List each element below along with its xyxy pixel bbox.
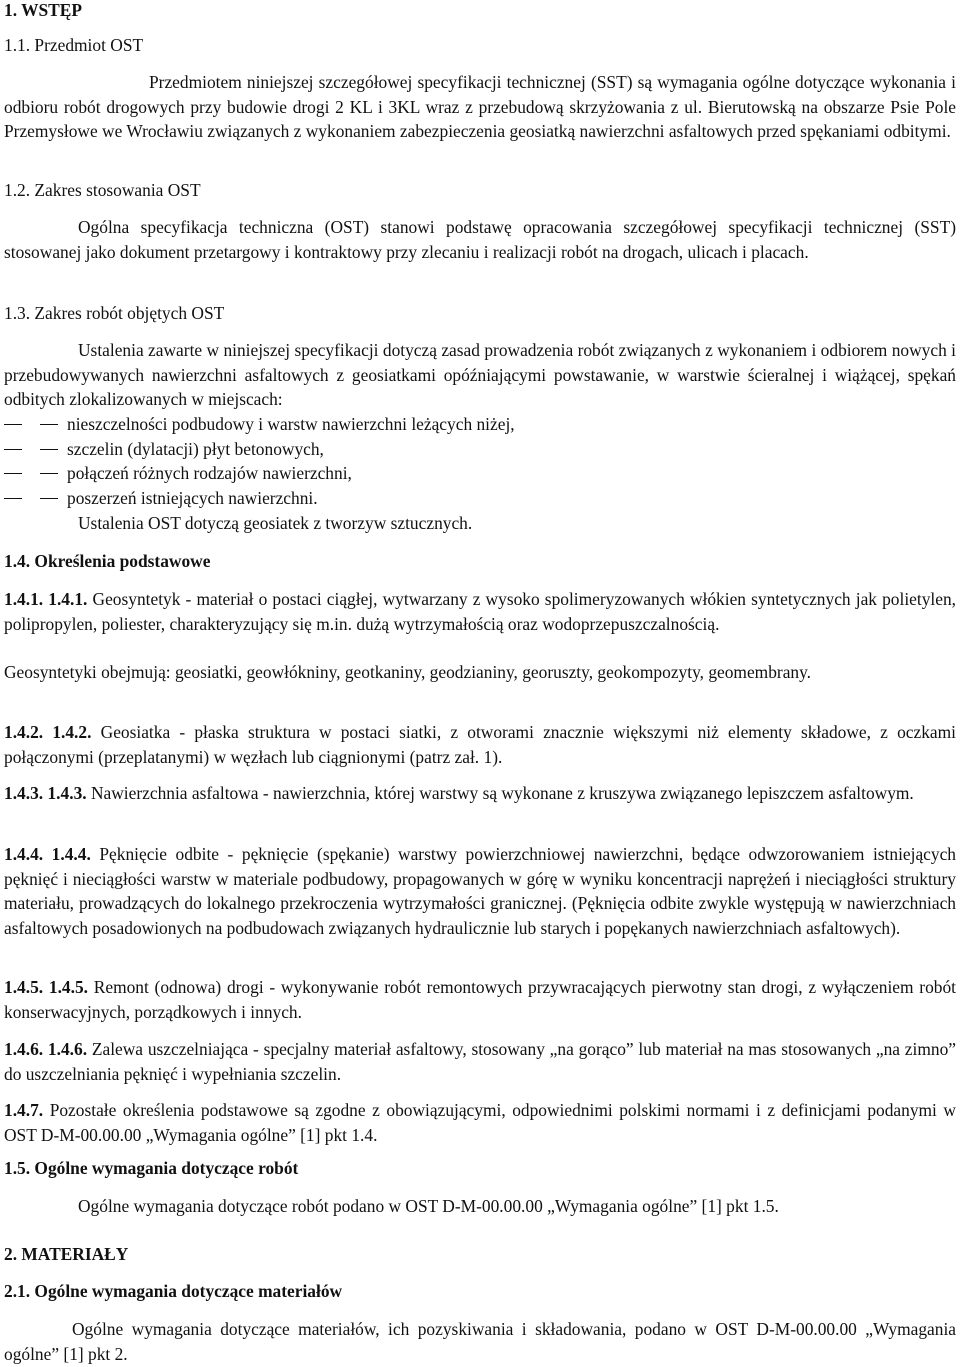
list-item: nieszczelności podbudowy i warstw nawierzchni leżących niżej,	[4, 412, 956, 437]
definition-pekniecie	[4, 842, 956, 940]
definition-text: Nawierzchnia asfaltowa - nawierzchnia, której warstwy są wykonane z kruszywa związanego lepiszczem asfaltowym.	[90, 783, 914, 803]
heading-zakres-robot: 1.3. Zakres robót objętych OST	[4, 303, 225, 323]
definition-number: 1.4.6. 1.4.6.	[4, 1039, 88, 1059]
definition-text: Zalewa uszczelniająca - specjalny materiał asfaltowy, stosowany „na gorąco” lub materiał na mas stosowanych „na zimno” do uszczelniania pęknięć i wypełniania szczelin.	[4, 1039, 956, 1084]
paragraph-zakres-stosowania: Ogólna specyfikacja techniczna (OST) stanowi podstawę opracowania szczegółowej specyfikacji technicznej (SST) stosowanej jako dokument przetargowy i kontraktowy przy zlecaniu i realizacji robót na drogach, ulicach i placach.	[4, 217, 956, 262]
dash-bullet-icon	[4, 461, 60, 486]
definition-text: Remont (odnowa) drogi - wykonywanie robót remontowych przywracających pierwotny stan drogi, z wyłączeniem robót konserwacyjnych, porządkowych i innych.	[4, 977, 956, 1022]
heading-przedmiot-ost: 1.1. Przedmiot OST	[4, 35, 144, 55]
list-item: połączeń różnych rodzajów nawierzchni,	[4, 461, 956, 486]
definition-geosyntetyk	[4, 587, 956, 636]
definition-pozostale	[4, 1098, 956, 1147]
definition-text: Geosiatka - płaska struktura w postaci siatki, z otworami znacznie większymi niż elementy składowe, z oczkami połączonymi (przeplatanymi) w węzłach lub ciągnionymi (patrz zał. 1).	[4, 722, 956, 767]
heading-wstep: 1. WSTĘP	[4, 0, 82, 20]
dash-bullet-icon	[4, 412, 60, 437]
definition-geosiatka	[4, 720, 956, 769]
definition-number: 1.4.5. 1.4.5.	[4, 977, 88, 997]
definition-geosyntetyki-list	[4, 660, 956, 685]
definition-number: 1.4.1. 1.4.1.	[4, 589, 88, 609]
definition-text: Pozostałe określenia podstawowe są zgodne z obowiązującymi, odpowiednimi polskimi normami i z definicjami podanymi w OST D-M-00.00.00 „Wymagania ogólne” [1] pkt 1.4.	[4, 1100, 956, 1145]
locations-list	[4, 412, 956, 510]
definition-zalewa	[4, 1037, 956, 1086]
paragraph-zakres-robot: Ustalenia zawarte w niniejszej specyfikacji dotyczą zasad prowadzenia robót związanych z wykonaniem i odbiorem nowych i przebudowywanych nawierzchni asfaltowych z geosiatkami opóźniającymi powstawanie, w warstwie ścieralnej i wiążącej, spękań odbitych zlokalizowanych w miejscach:	[4, 340, 956, 409]
definition-text: Geosyntetyki obejmują: geosiatki, geowłókniny, geotkaniny, geodzianiny, georuszty, geokompozyty, geomembrany.	[4, 662, 812, 682]
paragraph-ogolne-wymagania-materialow: Ogólne wymagania dotyczące materiałów, ich pozyskiwania i składowania, podano w OST D-M-00.00.00 „Wymagania ogólne” [1] pkt 2.	[4, 1319, 956, 1364]
heading-materialy: 2. MATERIAŁY	[4, 1244, 129, 1264]
paragraph-ogolne-wymagania-robot: Ogólne wymagania dotyczące robót podano w OST D-M-00.00.00 „Wymagania ogólne” [1] pkt 1.5.	[78, 1196, 779, 1216]
dash-bullet-icon	[4, 486, 60, 511]
dash-bullet-icon	[4, 437, 60, 462]
list-item: poszerzeń istniejących nawierzchni.	[4, 486, 956, 511]
paragraph-przedmiot: Przedmiotem niniejszej szczegółowej specyfikacji technicznej (SST) są wymagania ogólne dotyczące wykonania i odbioru robót drogowych przy budowie drogi 2 KL i 3KL wraz z przebudową skrzyżowania z ul. Bierutowską na obszarze Psie Pole Przemysłowe we Wrocławiu związanych z wykonaniem zabezpieczenia geosiatką nawierzchni asfaltowych przed spękaniami odbitymi.	[4, 72, 956, 141]
definition-number: 1.4.7.	[4, 1100, 44, 1120]
heading-ogolne-wymagania-robot: 1.5. Ogólne wymagania dotyczące robót	[4, 1158, 299, 1178]
closing-note: Ustalenia OST dotyczą geosiatek z tworzyw sztucznych.	[78, 513, 473, 533]
definition-number: 1.4.4. 1.4.4.	[4, 844, 91, 864]
definition-remont	[4, 975, 956, 1024]
definition-nawierzchnia	[4, 781, 956, 806]
heading-okreslenia: 1.4. Określenia podstawowe	[4, 551, 211, 571]
definition-text: Pęknięcie odbite - pęknięcie (spękanie) warstwy powierzchniowej nawierzchni, będące odwzorowaniem istniejących pęknięć i nieciągłości warstw w materiale podbudowy, propagowanych w górę w wyniku koncentracji naprężeń i nieciągłości struktury materiału, prowadzących do lokalnego przekroczenia wytrzymałości granicznej. (Pęknięcia odbite zwykle występują w nawierzchniach asfaltowych posadowionych na podbudowach związanych hydraulicznie lub starych i popękanych nawierzchniach asfaltowych).	[4, 844, 957, 938]
list-item: szczelin (dylatacji) płyt betonowych,	[4, 437, 956, 462]
definition-number: 1.4.3. 1.4.3.	[4, 783, 87, 803]
definition-text: Geosyntetyk - materiał o postaci ciągłej, wytwarzany z wysoko spolimeryzowanych włókien syntetycznych jak polietylen, polipropylen, poliester, charakteryzujący się m.in. dużą wytrzymałością oraz wodoprzepuszczalnością.	[4, 589, 956, 634]
heading-ogolne-wymagania-materialow: 2.1. Ogólne wymagania dotyczące materiałów	[4, 1281, 343, 1301]
heading-zakres-stosowania: 1.2. Zakres stosowania OST	[4, 180, 201, 200]
definition-number: 1.4.2. 1.4.2.	[4, 722, 92, 742]
